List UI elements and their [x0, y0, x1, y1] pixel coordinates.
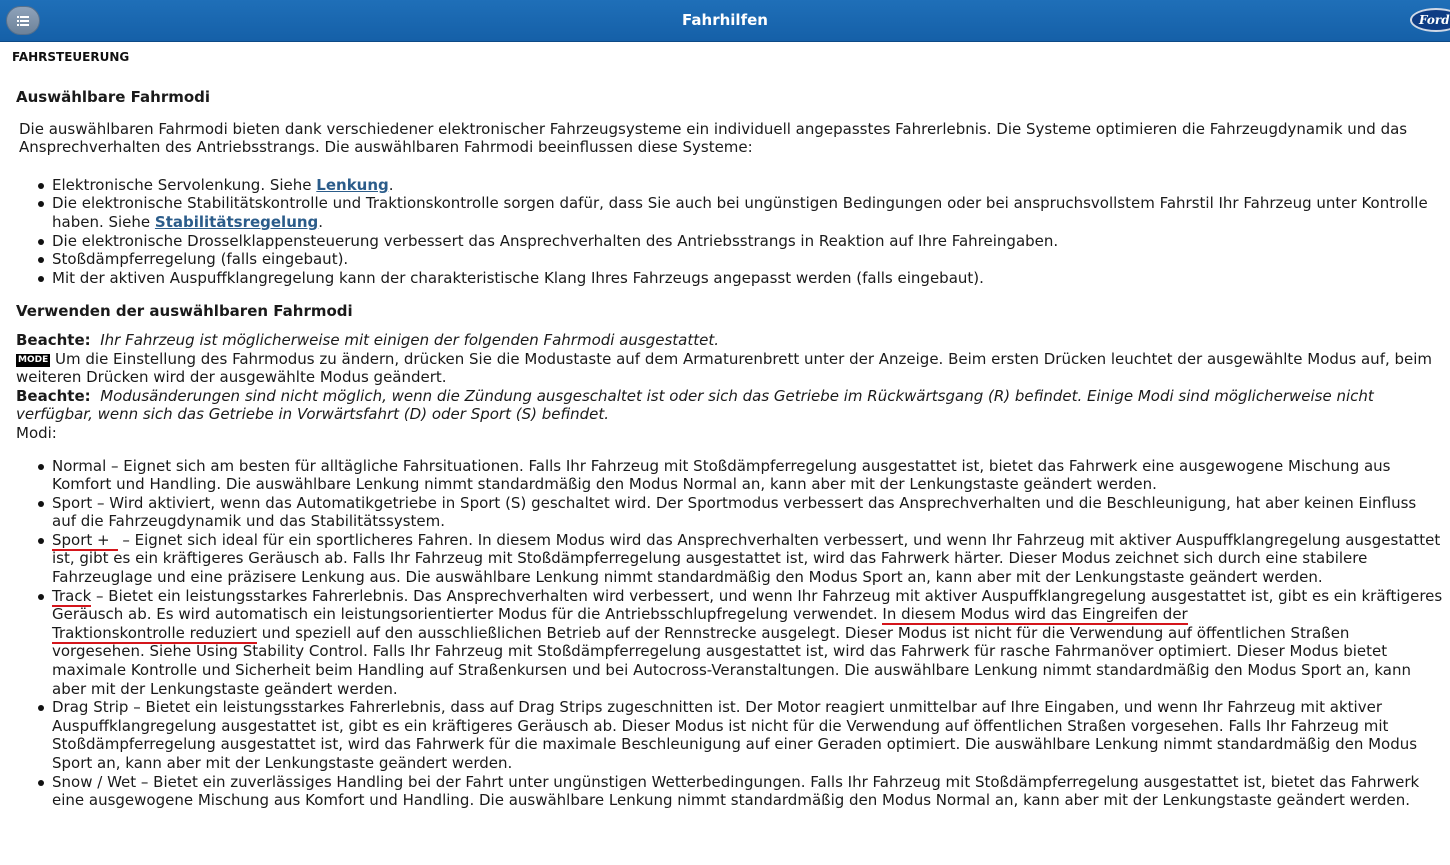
bullet [38, 201, 44, 207]
bullet [38, 464, 44, 470]
bullet [38, 257, 44, 263]
bullet [38, 183, 44, 189]
selectable-modes-heading: Auswählbare Fahrmodi [16, 88, 211, 106]
link-stabilitaetsregelung[interactable]: Stabilitätsregelung [154, 212, 319, 231]
selectable-intro: Die auswählbaren Fahrmodi bieten dank verschiedener elektronischer Fahrzeugsysteme ein individuell angepasstes Fahrerlebnis. Die Systeme optimieren die Fahrzeugdynamik und das Ansprechverhalten des Antriebsstrangs. Die auswählbaren Fahrmodi beeinflussen diese Systeme: [19, 119, 1408, 157]
section-label: FAHRSTEUERUNG [12, 50, 130, 64]
list-item: Elektronische Servolenkung. Siehe Lenkung. [16, 176, 1444, 195]
content [16, 88, 1444, 810]
note-2: Beachte: Modusänderungen sind nicht möglich, wenn die Zündung ausgeschaltet ist oder sich das Getriebe im Rückwärtsgang (R) befindet. Einige Modi sind möglicherweise nicht verfügbar, wenn sich das Getriebe in Vorwärtsfahrt (D) oder Sport (S) befindet. [16, 386, 1374, 424]
using-modes-heading: Verwenden der auswählbaren Fahrmodi [16, 302, 353, 321]
mode-sport-plus: Sport + – Eignet sich ideal für ein sportlicheres Fahren. In diesem Modus wird das Ansprechverhalten verbessert, und wenn Ihr Fahrzeug mit aktiver Auspuffklangregelung ausgestattet ist, gibt es ein kräftigeres Geräusch ab. Falls Ihr Fahrzeug mit Stoßdämpferregelung ausgestattet ist, wird das Fahrwerk härter. Dieser Modus zeichnet sich durch eine stabilere Fahrzeuglage und eine präzisere Lenkung aus. Die auswählbare Lenkung nimmt standardmäßig den Modus Sport an, kann aber mit der Lenkungstaste geändert werden. [16, 531, 1444, 587]
mode-snow-wet: Snow / Wet – Bietet ein zuverlässiges Handling bei der Fahrt unter ungünstigen Wetterbedingungen. Falls Ihr Fahrzeug mit Stoßdämpferregelung ausgestattet ist, bietet das Fahrwerk eine ausgewogene Mischung aus Komfort und Handling. Die auswählbare Lenkung nimmt standardmäßig den Modus Normal an, kann aber mit der Lenkungstaste geändert werden. [16, 773, 1444, 810]
modes-label: Modi: [16, 423, 57, 442]
ford-logo: Ford [1410, 8, 1450, 32]
track-annotation: Track [52, 586, 92, 605]
top-bar [0, 0, 1450, 42]
bullet [38, 239, 44, 245]
list-item: Stoßdämpferregelung (falls eingebaut). [16, 250, 1444, 269]
modes-list [16, 457, 1444, 810]
page-title: Fahrhilfen [682, 11, 768, 29]
list-item: Die elektronische Drosselklappensteuerung verbessert das Ansprechverhalten des Antriebsstrangs in Reaktion auf Ihre Fahreingaben. [16, 232, 1444, 251]
mode-sport: Sport – Wird aktiviert, wenn das Automatikgetriebe in Sport (S) geschaltet wird. Der Sportmodus verbessert das Ansprechverhalten und die Beschleunigung, hat aber keinen Einfluss auf die Fahrzeugdynamik und das Stabilitätssystem. [16, 494, 1444, 531]
mode-drag-strip: Drag Strip – Bietet ein leistungsstarkes Fahrerlebnis, dass auf Drag Strips zugeschnitten ist. Der Motor reagiert unmittelbar auf Ihre Eingaben, und wenn Ihr Fahrzeug mit aktiver Auspuffklangregelung ausgestattet ist, gibt es ein kräftigeres Geräusch ab. Dieser Modus ist nicht für die Verwendung auf öffentlichen Straßen vorgesehen. Falls Ihr Fahrzeug mit Stoßdämpferregelung ausgestattet ist, wird das Fahrwerk für die maximale Beschleunigung auf einer Geraden optimiert. Die auswählbare Lenkung nimmt standardmäßig den Modus Sport an, kann aber mit der Lenkungstaste geändert werden. [16, 698, 1444, 772]
bullet [38, 594, 44, 600]
mode-button-icon: MODE [18, 354, 49, 365]
mode-track: Track – Bietet ein leistungsstarkes Fahrerlebnis. Das Ansprechverhalten wird verbessert, und wenn Ihr Fahrzeug mit aktiver Auspuffklangregelung ausgestattet ist, gibt es ein kräftigeres Geräusch ab. Es wird automatisch ein leistungsorientierter Modus für die Antriebsschlupfregelung verwendet. In diesem Modus wird das Eingreifen der Traktionskontrolle reduziert und speziell auf den ausschließlichen Betrieb auf der Rennstrecke ausgelegt. Dieser Modus ist nicht für die Verwendung auf öffentlichen Straßen vorgesehen. Siehe Using Stability Control. Falls Ihr Fahrzeug mit Stoßdämpferregelung ausgestattet ist, wird das Fahrwerk für rasche Fahrmanöver optimiert. Dieser Modus bietet maximale Kontrolle und Sicherheit beim Handling auf Straßenkursen und bei Autocross-Veranstaltungen. Die auswählbare Lenkung nimmt standardmäßig den Modus Sport an, kann aber mit der Lenkungstaste geändert werden. [16, 587, 1444, 699]
list-item: Die elektronische Stabilitätskontrolle und Traktionskontrolle sorgen dafür, dass Sie auch bei ungünstigen Bedingungen oder bei anspruchsvollstem Fahrstil Ihr Fahrzeug unter Kontrolle haben. Siehe Stabilitätsregelung. [16, 194, 1444, 231]
note-1: Beachte: Ihr Fahrzeug ist möglicherweise mit einigen der folgenden Fahrmodi ausgestattet. [16, 330, 720, 349]
mode-normal: Normal – Eignet sich am besten für alltägliche Fahrsituationen. Falls Ihr Fahrzeug mit Stoßdämpferregelung ausgestattet ist, bietet das Fahrwerk eine ausgewogene Mischung aus Komfort und Handling. Die auswählbare Lenkung nimmt standardmäßig den Modus Normal an, kann aber mit der Lenkungstaste geändert werden. [16, 457, 1444, 494]
bullet [38, 780, 44, 786]
list-item: Mit der aktiven Auspuffklangregelung kann der charakteristische Klang Ihres Fahrzeugs angepasst werden (falls eingebaut). [16, 269, 1444, 288]
bullet [38, 501, 44, 507]
traction-annotation-2: Traktionskontrolle reduziert [52, 623, 258, 642]
traction-annotation-1: In diesem Modus wird das Eingreifen der [882, 605, 1188, 624]
link-lenkung[interactable]: Lenkung [316, 175, 389, 194]
bullet [38, 538, 44, 544]
sport-plus-annotation: Sport + [52, 531, 118, 551]
systems-list [16, 176, 1444, 288]
mode-instructions: MODE Um die Einstellung des Fahrmodus zu ändern, drücken Sie die Modustaste auf dem Armaturenbrett unter der Anzeige. Beim ersten Drücken leuchtet der ausgewählte Modus auf, beim weiteren Drücken wird der ausgewählte Modus geändert. [16, 349, 1433, 387]
bullet [38, 276, 44, 282]
bullet [38, 705, 44, 711]
notes [16, 331, 1444, 443]
